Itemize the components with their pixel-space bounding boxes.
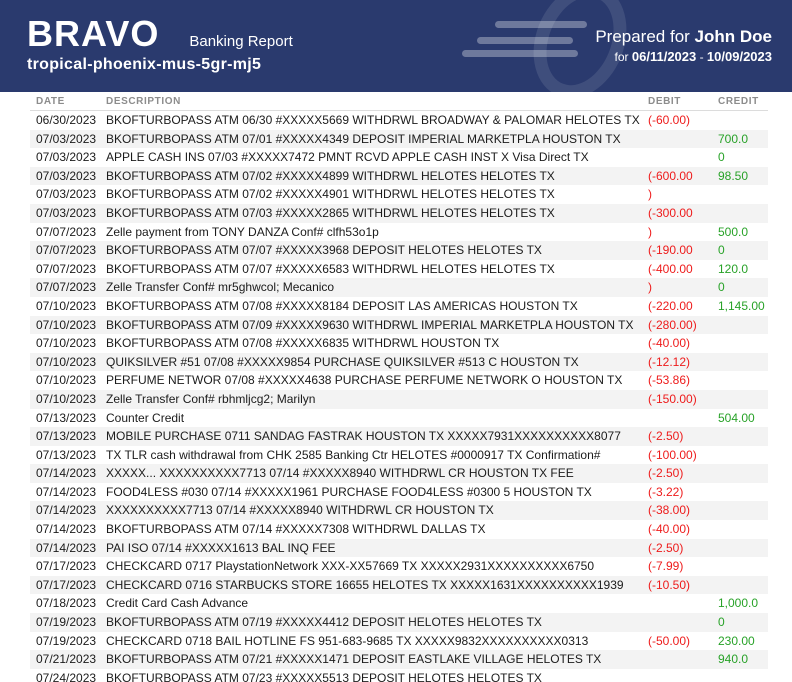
table-row — [30, 464, 768, 483]
transaction-debit — [648, 594, 718, 613]
transaction-date: 07/14/2023 — [36, 522, 97, 537]
transaction-date: 07/19/2023 — [36, 615, 97, 630]
transaction-debit: (-190.00 — [648, 243, 693, 258]
transaction-credit: 98.50 — [718, 168, 749, 183]
transaction-credit — [718, 446, 768, 465]
table-row — [30, 557, 768, 576]
transaction-date: 07/17/2023 — [36, 559, 97, 574]
transaction-debit: (-2.50) — [648, 540, 684, 555]
transaction-credit — [718, 557, 768, 576]
transaction-debit: (-3.22) — [648, 484, 684, 499]
transaction-debit: (-7.99) — [648, 559, 684, 574]
prepared-for-block — [595, 26, 772, 66]
transaction-credit: 230.00 — [718, 633, 755, 648]
transaction-date: 07/03/2023 — [36, 168, 97, 183]
transaction-debit: ) — [648, 280, 652, 295]
transaction-debit: (-220.00 — [648, 298, 693, 313]
table-row — [30, 130, 768, 149]
period-end-date: 10/09/2023 — [706, 49, 772, 65]
transaction-date: 07/07/2023 — [36, 243, 97, 258]
transaction-credit — [718, 539, 768, 558]
transaction-description: Zelle Transfer Conf# rbhmljcg2; Marilyn — [106, 391, 316, 406]
transaction-credit: 1,000.0 — [718, 596, 759, 611]
transaction-credit — [718, 334, 768, 353]
transaction-description: BKOFTURBOPASS ATM 07/01 #XXXXX4349 DEPOSIT IMPERIAL MARKETPLA HOUSTON TX — [106, 131, 621, 146]
transaction-debit: (-400.00 — [648, 261, 693, 276]
transaction-date: 07/14/2023 — [36, 466, 97, 481]
transaction-date: 07/14/2023 — [36, 540, 97, 555]
transaction-credit: 0 — [718, 150, 725, 165]
transaction-description: XXXXXXXXXX7713 07/14 #XXXXX8940 WITHDRWL CR HOUSTON TX — [106, 503, 494, 518]
transaction-date: 07/13/2023 — [36, 429, 97, 444]
table-row — [30, 669, 768, 682]
column-header-description: DESCRIPTION — [106, 96, 181, 107]
transaction-date: 07/10/2023 — [36, 391, 97, 406]
transaction-description: BKOFTURBOPASS ATM 07/23 #XXXXX5513 DEPOSIT HELOTES HELOTES TX — [106, 670, 542, 682]
transaction-debit — [648, 669, 718, 682]
transaction-credit: 500.0 — [718, 224, 749, 239]
transaction-description: BKOFTURBOPASS ATM 07/02 #XXXXX4901 WITHDRWL HELOTES HELOTES TX — [106, 187, 555, 202]
transaction-debit: (-60.00) — [648, 113, 691, 127]
transaction-description: PERFUME NETWOR 07/08 #XXXXX4638 PURCHASE PERFUME NETWORK O HOUSTON TX — [106, 373, 623, 388]
transaction-credit: 0 — [718, 243, 725, 258]
report-type-label: Banking Report — [189, 33, 293, 50]
transaction-debit: ) — [648, 224, 652, 239]
transaction-debit: (-12.12) — [648, 354, 691, 369]
table-row — [30, 185, 768, 204]
transaction-credit — [718, 316, 768, 335]
transaction-credit: 1,145.00 — [718, 298, 765, 313]
table-row — [30, 148, 768, 167]
transaction-credit: 504.00 — [718, 410, 755, 425]
transaction-date: 07/13/2023 — [36, 447, 97, 462]
transaction-description: BKOFTURBOPASS ATM 07/09 #XXXXX9630 WITHDRWL IMPERIAL MARKETPLA HOUSTON TX — [106, 317, 634, 332]
table-row — [30, 613, 768, 632]
prepared-for-line — [595, 26, 772, 47]
table-row — [30, 260, 768, 279]
transaction-description: BKOFTURBOPASS ATM 07/07 #XXXXX3968 DEPOSIT HELOTES HELOTES TX — [106, 243, 542, 258]
period-start-date: 06/11/2023 — [631, 49, 697, 65]
transaction-description: APPLE CASH INS 07/03 #XXXXX7472 PMNT RCVD APPLE CASH INST X Visa Direct TX — [106, 150, 589, 165]
table-row — [30, 223, 768, 242]
transaction-credit — [718, 111, 768, 130]
transaction-debit — [648, 613, 718, 632]
table-row — [30, 353, 768, 372]
transaction-debit: (-38.00) — [648, 503, 691, 518]
transaction-debit: (-10.50) — [648, 577, 691, 592]
transaction-date: 07/10/2023 — [36, 336, 97, 351]
transaction-date: 07/10/2023 — [36, 298, 97, 313]
transaction-date: 07/10/2023 — [36, 317, 97, 332]
table-row — [30, 427, 768, 446]
transaction-date: 06/30/2023 — [36, 113, 97, 127]
transaction-credit — [718, 204, 768, 223]
table-row — [30, 632, 768, 651]
period-prefix: for — [614, 50, 632, 65]
table-row — [30, 334, 768, 353]
transaction-debit: (-40.00) — [648, 522, 691, 537]
transaction-description: Counter Credit — [106, 410, 185, 425]
transaction-description: CHECKCARD 0717 PlaystationNetwork XXX-XX57669 TX XXXXX2931XXXXXXXXXX6750 — [106, 559, 595, 574]
transaction-debit: (-150.00) — [648, 391, 697, 406]
transaction-description: CHECKCARD 0716 STARBUCKS STORE 16655 HELOTES TX XXXXX1631XXXXXXXXXX1939 — [106, 577, 624, 592]
table-row — [30, 483, 768, 502]
transaction-date: 07/17/2023 — [36, 577, 97, 592]
transaction-description: BKOFTURBOPASS ATM 07/21 #XXXXX1471 DEPOSIT EASTLAKE VILLAGE HELOTES TX — [106, 652, 602, 667]
transaction-description: BKOFTURBOPASS ATM 07/07 #XXXXX6583 WITHDRWL HELOTES HELOTES TX — [106, 261, 555, 276]
transaction-debit: (-2.50) — [648, 466, 684, 481]
transaction-debit: (-300.00 — [648, 205, 693, 220]
column-header-credit: CREDIT — [718, 96, 759, 107]
transaction-debit: (-600.00 — [648, 168, 693, 183]
transaction-debit: (-50.00) — [648, 633, 691, 648]
period-separator: - — [696, 50, 707, 65]
transaction-date: 07/03/2023 — [36, 205, 97, 220]
transaction-date: 07/10/2023 — [36, 373, 97, 388]
transaction-description: QUIKSILVER #51 07/08 #XXXXX9854 PURCHASE QUIKSILVER #513 C HOUSTON TX — [106, 354, 579, 369]
transaction-description: XXXXX... XXXXXXXXXX7713 07/14 #XXXXX8940 WITHDRWL CR HOUSTON TX FEE — [106, 466, 574, 481]
speed-line-icon — [477, 37, 573, 44]
report-id: tropical-phoenix-mus-5gr-mj5 — [27, 56, 262, 73]
transactions-table — [30, 92, 768, 682]
transaction-credit — [718, 185, 768, 204]
transaction-rows — [30, 111, 768, 682]
column-header-debit: DEBIT — [648, 96, 681, 107]
transaction-debit — [648, 650, 718, 669]
table-row — [30, 390, 768, 409]
transaction-debit — [648, 130, 718, 149]
transaction-description: BKOFTURBOPASS ATM 07/19 #XXXXX4412 DEPOSIT HELOTES HELOTES TX — [106, 615, 542, 630]
prepared-for-name: John Doe — [694, 27, 772, 46]
report-period-line — [595, 49, 772, 65]
transaction-credit — [718, 464, 768, 483]
table-row — [30, 297, 768, 316]
transaction-date: 07/21/2023 — [36, 652, 97, 667]
transaction-credit: 120.0 — [718, 261, 749, 276]
table-row — [30, 650, 768, 669]
transaction-credit — [718, 576, 768, 595]
speed-line-icon — [495, 21, 587, 28]
table-row — [30, 576, 768, 595]
table-row — [30, 501, 768, 520]
transaction-description: TX TLR cash withdrawal from CHK 2585 Banking Ctr HELOTES #0000917 TX Confirmation# — [106, 447, 601, 462]
transaction-credit — [718, 520, 768, 539]
transaction-credit — [718, 390, 768, 409]
transaction-credit: 700.0 — [718, 131, 749, 146]
transaction-debit: (-280.00) — [648, 317, 697, 332]
transaction-date: 07/13/2023 — [36, 410, 97, 425]
table-row — [30, 278, 768, 297]
transaction-credit — [718, 501, 768, 520]
transaction-credit — [718, 353, 768, 372]
transaction-credit: 940.0 — [718, 652, 749, 667]
transaction-debit: (-53.86) — [648, 373, 691, 388]
transaction-credit: 0 — [718, 615, 725, 630]
transaction-debit: (-40.00) — [648, 336, 691, 351]
table-row — [30, 204, 768, 223]
transaction-description: Credit Card Cash Advance — [106, 596, 249, 611]
transaction-description: Zelle Transfer Conf# mr5ghwcol; Mecanico — [106, 280, 335, 295]
transaction-date: 07/14/2023 — [36, 503, 97, 518]
transaction-debit: (-100.00) — [648, 447, 697, 462]
transaction-description: BKOFTURBOPASS ATM 07/08 #XXXXX8184 DEPOSIT LAS AMERICAS HOUSTON TX — [106, 298, 578, 313]
table-row — [30, 520, 768, 539]
transaction-description: PAI ISO 07/14 #XXXXX1613 BAL INQ FEE — [106, 540, 336, 555]
transaction-date: 07/03/2023 — [36, 150, 97, 165]
brand-logo: BRAVO — [27, 13, 160, 54]
transaction-description: CHECKCARD 0718 BAIL HOTLINE FS 951-683-9685 TX XXXXX9832XXXXXXXXXX0313 — [106, 633, 589, 648]
table-row — [30, 167, 768, 186]
transaction-date: 07/19/2023 — [36, 633, 97, 648]
transaction-description: BKOFTURBOPASS ATM 07/14 #XXXXX7308 WITHDRWL DALLAS TX — [106, 522, 486, 537]
transaction-debit: (-2.50) — [648, 429, 684, 444]
transaction-debit — [648, 409, 718, 428]
report-header — [0, 0, 792, 92]
transaction-credit — [718, 427, 768, 446]
table-row — [30, 446, 768, 465]
transaction-date: 07/07/2023 — [36, 224, 97, 239]
table-row — [30, 371, 768, 390]
transaction-description: BKOFTURBOPASS ATM 06/30 #XXXXX5669 WITHDRWL BROADWAY & PALOMAR HELOTES TX — [106, 113, 640, 127]
table-row — [30, 409, 768, 428]
transaction-description: BKOFTURBOPASS ATM 07/03 #XXXXX2865 WITHDRWL HELOTES HELOTES TX — [106, 205, 555, 220]
table-row — [30, 241, 768, 260]
transaction-description: Zelle payment from TONY DANZA Conf# clfh53o1p — [106, 224, 379, 239]
transaction-description: BKOFTURBOPASS ATM 07/08 #XXXXX6835 WITHDRWL HOUSTON TX — [106, 336, 500, 351]
table-row — [30, 594, 768, 613]
transaction-date: 07/10/2023 — [36, 354, 97, 369]
prepared-for-label: Prepared for — [595, 27, 695, 46]
table-row — [30, 111, 768, 130]
transaction-credit — [718, 371, 768, 390]
table-row — [30, 316, 768, 335]
transaction-date: 07/03/2023 — [36, 187, 97, 202]
table-header-row — [30, 92, 768, 111]
transaction-description: MOBILE PURCHASE 0711 SANDAG FASTRAK HOUSTON TX XXXXX7931XXXXXXXXXX8077 — [106, 429, 621, 444]
transaction-date: 07/18/2023 — [36, 596, 97, 611]
table-row — [30, 539, 768, 558]
speed-line-icon — [462, 50, 578, 57]
brand-row — [27, 13, 293, 54]
transaction-date: 07/24/2023 — [36, 670, 97, 682]
transaction-date: 07/07/2023 — [36, 261, 97, 276]
transaction-date: 07/03/2023 — [36, 131, 97, 146]
transaction-debit — [648, 148, 718, 167]
transaction-credit — [718, 483, 768, 502]
transaction-credit: 0 — [718, 280, 725, 295]
transaction-credit — [718, 669, 768, 682]
column-header-date: DATE — [36, 96, 65, 107]
transaction-date: 07/07/2023 — [36, 280, 97, 295]
transaction-description: FOOD4LESS #030 07/14 #XXXXX1961 PURCHASE FOOD4LESS #0300 5 HOUSTON TX — [106, 484, 592, 499]
transaction-date: 07/14/2023 — [36, 484, 97, 499]
transaction-debit: ) — [648, 187, 652, 202]
transaction-description: BKOFTURBOPASS ATM 07/02 #XXXXX4899 WITHDRWL HELOTES HELOTES TX — [106, 168, 555, 183]
